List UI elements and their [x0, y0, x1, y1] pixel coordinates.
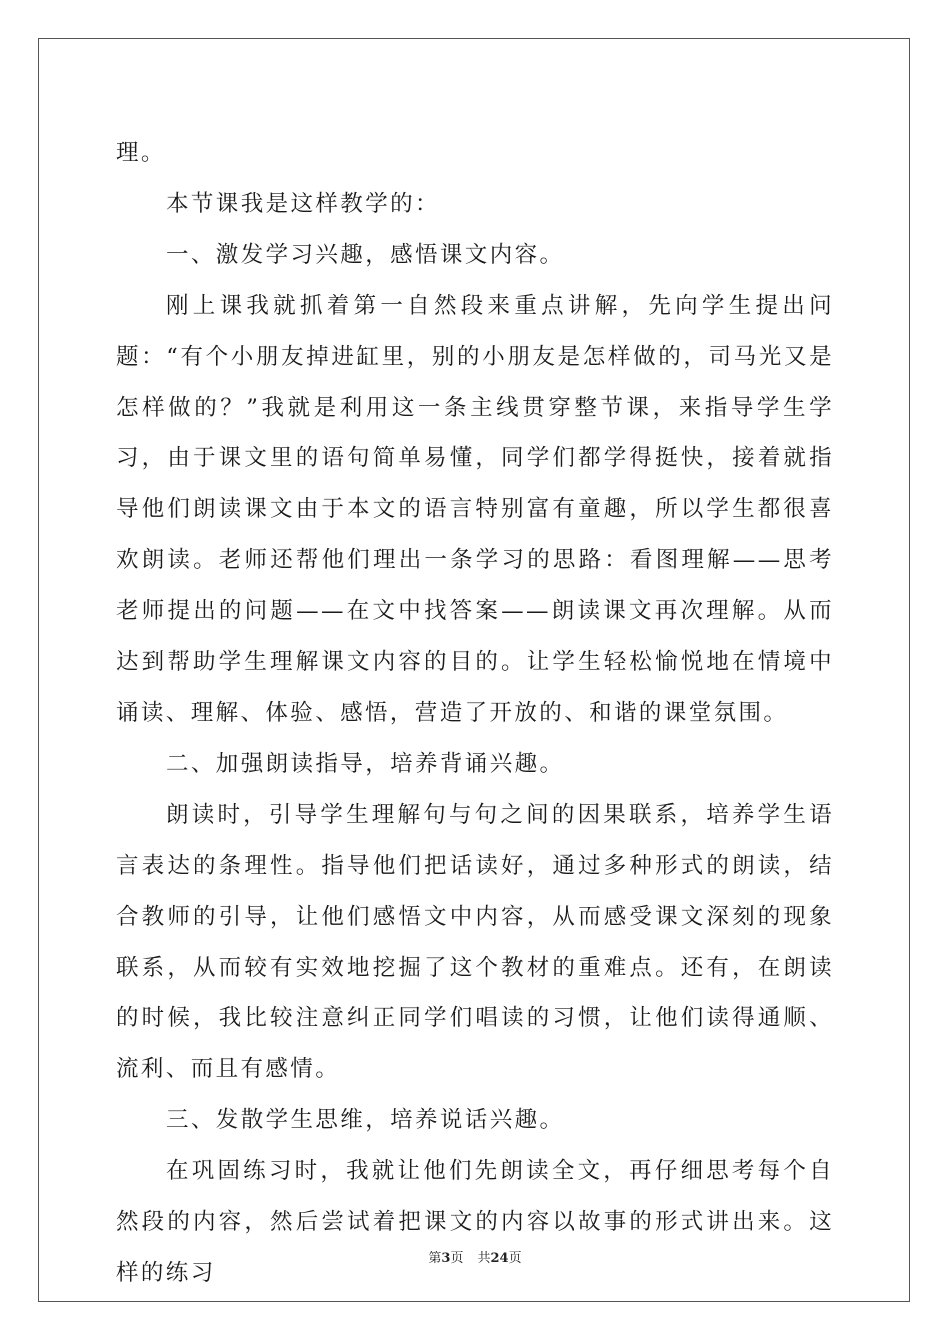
section-heading: 一、激发学习兴趣，感悟课文内容。	[166, 241, 565, 268]
paragraph: 本节课我是这样教学的：	[166, 190, 440, 217]
document-body	[116, 128, 834, 1299]
section-heading: 三、发散学生思维，培养说话兴趣。	[166, 1107, 565, 1134]
paragraph: 朗读时，引导学生理解句与句之间的因果联系，培养学生语言表达的条理性。指导他们把话读好，通过多种形式的朗读，结合教师的引导，让他们感悟文中内容，从而感受课文深刻的现象联系，从而较有实效地挖掘了这个教材的重难点。还有，在朗读的时候，我比较注意纠正同学们唱读的习惯，让他们读得通顺、流利、而且有感情。	[116, 801, 834, 1083]
page-footer	[0, 1247, 950, 1266]
total-suffix: 页	[508, 1251, 522, 1266]
total-pages: 24	[490, 1251, 509, 1266]
page-number: 3	[441, 1251, 451, 1266]
paragraph: 理。	[116, 140, 166, 166]
page-suffix: 页	[450, 1251, 464, 1266]
section-heading: 二、加强朗读指导，培养背诵兴趣。	[166, 750, 565, 777]
total-prefix: 共	[477, 1251, 491, 1266]
paragraph: 刚上课我就抓着第一自然段来重点讲解，先向学生提出问题：“有个小朋友掉进缸里，别的小朋友是怎样做的，司马光又是怎样做的？”我就是利用这一条主线贯穿整节课，来指导学生学习，由于课文里的语句简单易懂，同学们都学得挺快，接着就指导他们朗读课文由于本文的语言特别富有童趣，所以学生都很喜欢朗读。老师还帮他们理出一条学习的思路：看图理解——思考老师提出的问题——在文中找答案——朗读课文再次理解。从而达到帮助学生理解课文内容的目的。让学生轻松愉悦地在情境中诵读、理解、体验、感悟，营造了开放的、和谐的课堂氛围。	[116, 292, 834, 726]
page-prefix: 第	[428, 1251, 442, 1266]
paragraph: 在巩固练习时，我就让他们先朗读全文，再仔细思考每个自然段的内容，然后尝试着把课文的内容以故事的形式讲出来。这样的练习	[116, 1158, 834, 1286]
